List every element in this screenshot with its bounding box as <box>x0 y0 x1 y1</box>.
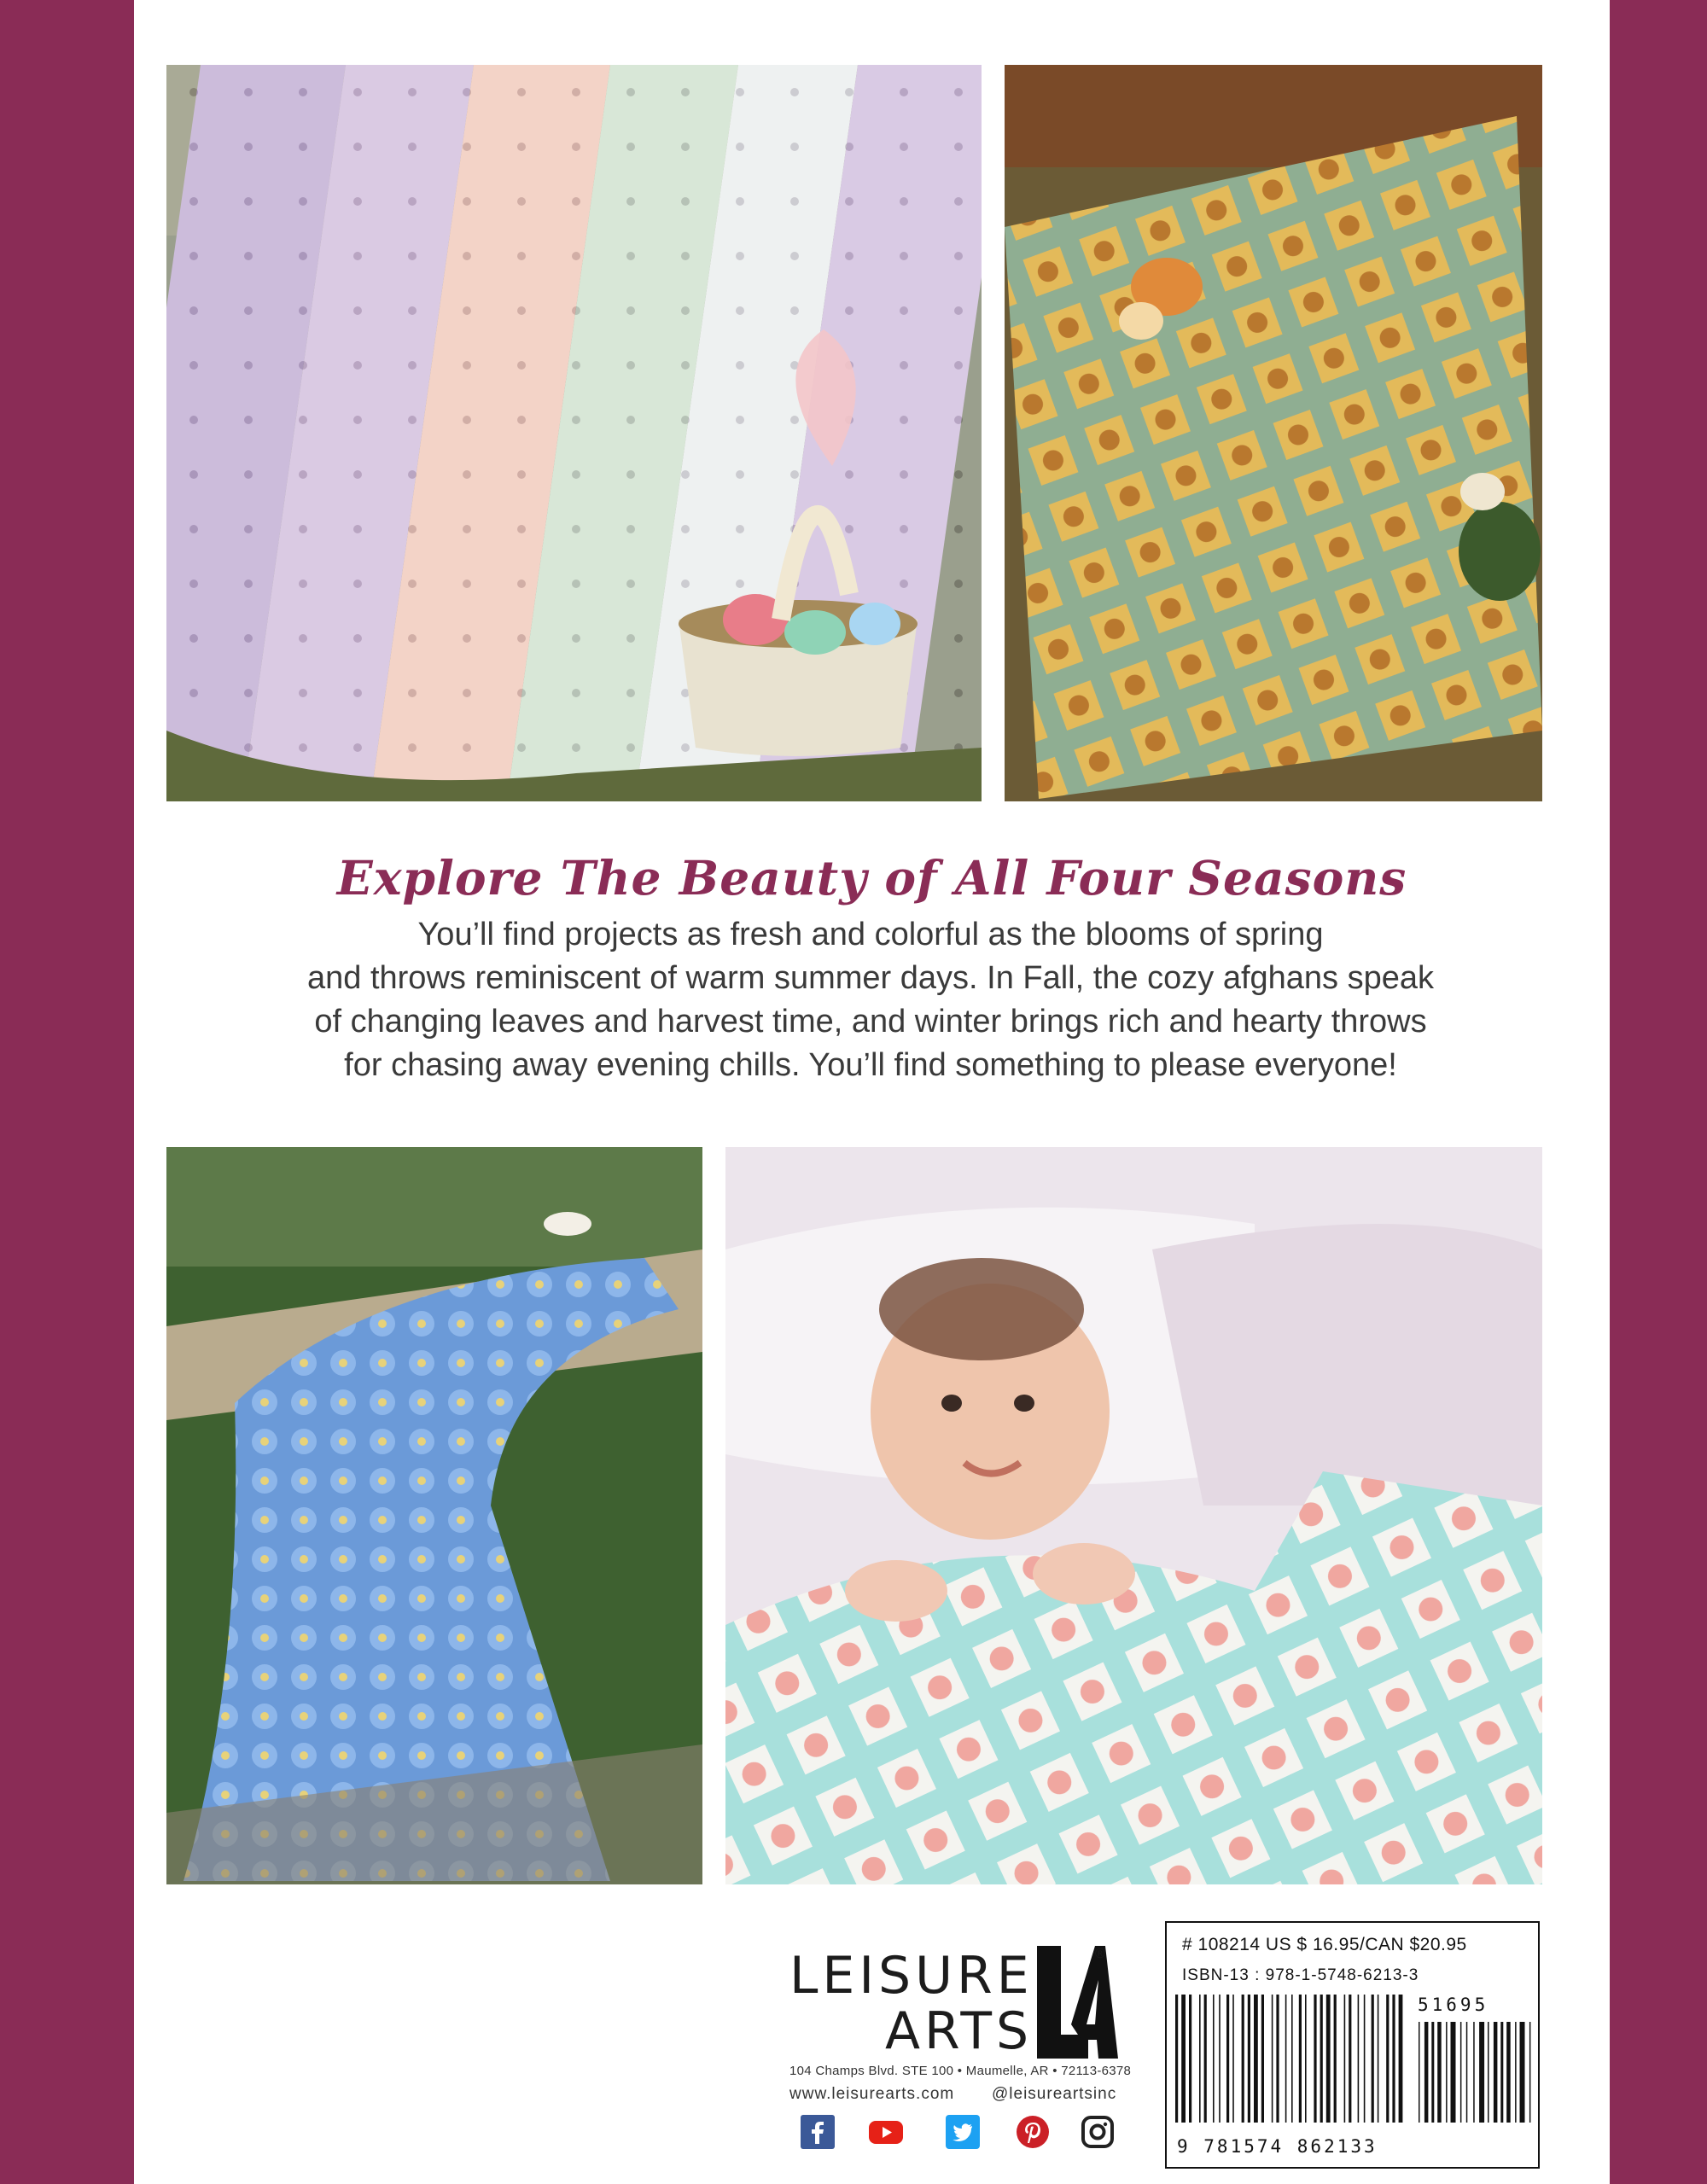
barcode-addon-bar <box>1424 2022 1429 2123</box>
barcode-bar <box>1358 1995 1360 2123</box>
barcode-addon-bar <box>1479 2022 1484 2123</box>
description-line: of changing leaves and harvest time, and winter brings rich and hearty throws <box>314 1004 1427 1040</box>
pinterest-icon[interactable] <box>1016 2115 1050 2149</box>
barcode-bar <box>1261 1995 1264 2123</box>
barcode-bar <box>1364 1995 1366 2123</box>
barcode-box <box>1165 1921 1540 2169</box>
facebook-icon[interactable] <box>801 2115 835 2149</box>
price-label: # 108214 US $ 16.95/CAN $20.95 <box>1182 1935 1467 1954</box>
isbn-label: ISBN-13 : 978-1-5748-6213-3 <box>1182 1966 1419 1984</box>
barcode-addon-bar <box>1494 2022 1498 2123</box>
barcode-bar <box>1219 1995 1221 2123</box>
barcode-bar <box>1378 1995 1379 2123</box>
barcode-bar <box>1254 1995 1258 2123</box>
barcode-bar <box>1344 1995 1346 2123</box>
barcode-addon-bar <box>1473 2022 1475 2123</box>
barcode-bar <box>1305 1995 1307 2123</box>
barcode-bar <box>1314 1995 1316 2123</box>
social-handle: @leisureartsinc <box>992 2085 1117 2103</box>
barcode-bar <box>1248 1995 1250 2123</box>
barcode-bar <box>1285 1995 1287 2123</box>
barcode-addon-bar <box>1529 2022 1531 2123</box>
barcode-bar <box>1181 1995 1186 2123</box>
description-line: and throws reminiscent of warm summer days. In Fall, the cozy afghans speak <box>307 960 1434 996</box>
barcode-addon-bar <box>1506 2022 1511 2123</box>
barcode-bar <box>1392 1995 1395 2123</box>
barcode-bar <box>1326 1995 1331 2123</box>
twitter-icon[interactable] <box>946 2115 980 2149</box>
blue-flower-afghan-photo <box>166 1147 702 1884</box>
barcode-bar <box>1299 1995 1302 2123</box>
barcode-bar <box>1399 1995 1403 2123</box>
publisher-name-leisure: LEISURE <box>789 1946 1034 2006</box>
barcode-addon-bar <box>1520 2022 1525 2123</box>
registered-mark: ® <box>1095 1947 1105 1961</box>
barcode-bar <box>1213 1995 1215 2123</box>
barcode-addon-bar <box>1451 2022 1456 2123</box>
barcode-bar <box>1386 1995 1389 2123</box>
headline: Explore The Beauty of All Four Seasons <box>336 850 1407 906</box>
barcode-addon-bar <box>1500 2022 1503 2123</box>
barcode-addon-bar <box>1431 2022 1434 2123</box>
barcode-bar <box>1272 1995 1273 2123</box>
barcode-bar <box>1242 1995 1244 2123</box>
barcode-bar <box>1334 1995 1337 2123</box>
barcode-addon-bar <box>1488 2022 1489 2123</box>
barcode-addon-bar <box>1460 2022 1462 2123</box>
publisher-name-arts: ARTS <box>885 2001 1034 2061</box>
barcode-bar <box>1189 1995 1191 2123</box>
barcode-addon-digits: 51695 <box>1414 1995 1492 2015</box>
barcode-bar <box>1291 1995 1293 2123</box>
leisure-arts-logo-mark <box>1037 1946 1118 2059</box>
barcode-addon-bar <box>1419 2022 1420 2123</box>
baby-afghan-photo <box>725 1147 1542 1884</box>
description-line: for chasing away evening chills. You’ll find something to please everyone! <box>344 1047 1397 1083</box>
barcode-bar <box>1372 1995 1374 2123</box>
barcode-bar <box>1232 1995 1234 2123</box>
barcode-addon-bar <box>1446 2022 1448 2123</box>
barcode-bar <box>1320 1995 1323 2123</box>
description-paragraph <box>196 913 1545 1087</box>
publisher-address: 104 Champs Blvd. STE 100 • Maumelle, AR • 72113-6378 <box>789 2064 1132 2078</box>
barcode-bar <box>1276 1995 1279 2123</box>
barcode-addon-bar <box>1466 2022 1468 2123</box>
barcode-addon-bar <box>1437 2022 1442 2123</box>
barcode-bar <box>1199 1995 1201 2123</box>
barcode-bar <box>1204 1995 1207 2123</box>
barcode-bar <box>1175 1995 1178 2123</box>
youtube-icon[interactable] <box>869 2115 903 2149</box>
barcode-bar <box>1349 1995 1351 2123</box>
barcode-bar <box>1226 1995 1229 2123</box>
barcode-digits: 9 781574 862133 <box>1177 2136 1378 2157</box>
description-line: You’ll find projects as fresh and colorful as the blooms of spring <box>417 917 1324 952</box>
instagram-icon[interactable] <box>1081 2115 1115 2149</box>
fall-afghan-photo <box>1005 65 1542 801</box>
website-link[interactable]: www.leisurearts.com <box>789 2085 955 2103</box>
barcode-addon-bar <box>1515 2022 1517 2123</box>
spring-afghan-photo <box>166 65 982 801</box>
